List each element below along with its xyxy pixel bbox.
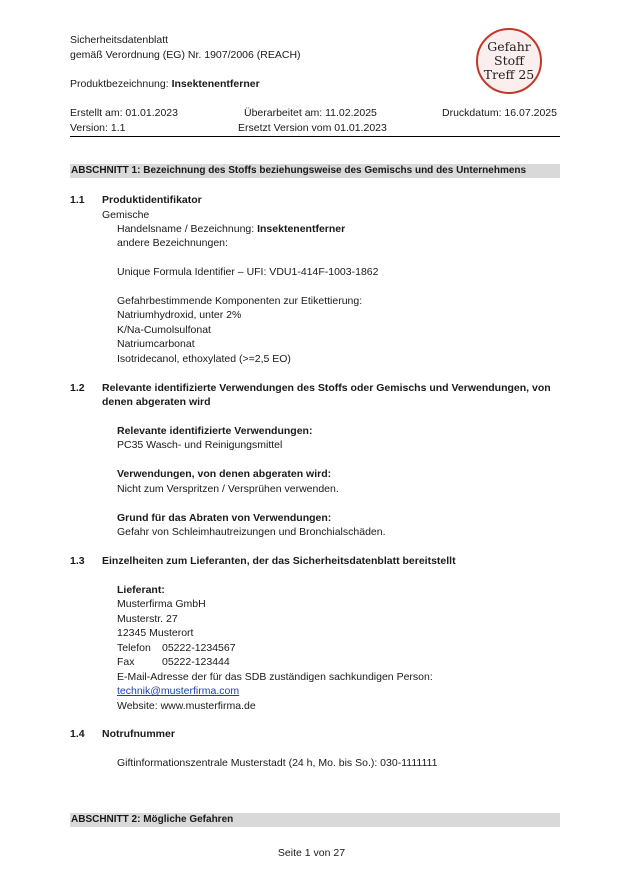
section-2-heading: ABSCHNITT 2: Mögliche Gefahren	[70, 813, 560, 827]
advised-against-label: Verwendungen, von denen abgeraten wird:	[117, 468, 332, 480]
phone-line	[117, 641, 236, 656]
street-address: Musterstr. 27	[117, 613, 178, 625]
component-item: Isotridecanol, ethoxylated (>=2,5 EO)	[117, 353, 291, 365]
identified-uses-label: Relevante identifizierte Verwendungen:	[117, 425, 313, 437]
logo-line-2: Stoff	[494, 53, 524, 68]
company-logo	[476, 28, 542, 94]
replaces-version: Ersetzt Version vom 01.01.2023	[238, 122, 387, 134]
other-names-label: andere Bezeichnungen:	[117, 237, 228, 249]
subsection-number-1-1: 1.1	[70, 194, 85, 206]
components-label: Gefahrbestimmende Komponenten zur Etikettierung:	[117, 295, 363, 307]
reason-label: Grund für das Abraten von Verwendungen:	[117, 512, 332, 524]
city-address: 12345 Musterort	[117, 627, 194, 639]
page-number: Seite 1 von 27	[277, 847, 346, 859]
email-link[interactable]: technik@musterfirma.com	[117, 685, 240, 697]
created-date: Erstellt am: 01.01.2023	[70, 107, 178, 119]
advised-against-value: Nicht zum Verspritzen / Versprühen verwenden.	[117, 483, 339, 495]
logo-line-1: Gefahr	[487, 39, 531, 54]
subsection-title-1-2-line-2: denen abgeraten wird	[102, 396, 211, 408]
phone-label: Telefon	[117, 642, 151, 654]
fax-line	[117, 655, 230, 670]
ufi-code: Unique Formula Identifier – UFI: VDU1-414F-1003-1862	[117, 266, 379, 278]
product-label: Produktbezeichnung:	[70, 78, 172, 90]
reason-value: Gefahr von Schleimhautreizungen und Bronchialschäden.	[117, 526, 386, 538]
fax-label: Fax	[117, 656, 135, 668]
phone-number: 05222-1234567	[162, 642, 236, 654]
component-item: K/Na-Cumolsulfonat	[117, 324, 211, 336]
component-item: Natriumhydroxid, unter 2%	[117, 309, 242, 321]
website: Website: www.musterfirma.de	[117, 700, 256, 712]
subsection-number-1-3: 1.3	[70, 555, 85, 567]
subsection-number-1-4: 1.4	[70, 728, 85, 740]
revised-date: Überarbeitet am: 11.02.2025	[244, 107, 377, 119]
regulation-reference: gemäß Verordnung (EG) Nr. 1907/2006 (REACH)	[70, 49, 301, 61]
component-item: Natriumcarbonat	[117, 338, 195, 350]
logo-line-3: Treff 25	[483, 67, 535, 82]
emergency-number: Giftinformationszentrale Musterstadt (24 h, Mo. bis So.): 030-1111111	[117, 757, 438, 769]
subsection-title-1-1: Produktidentifikator	[102, 194, 202, 206]
trade-name-label: Handelsname / Bezeichnung:	[117, 223, 258, 235]
company-name: Musterfirma GmbH	[117, 598, 206, 610]
subsection-title-1-4: Notrufnummer	[102, 728, 175, 740]
print-date: Druckdatum: 16.07.2025	[442, 107, 557, 119]
header-divider	[70, 136, 560, 137]
supplier-label: Lieferant:	[117, 584, 165, 596]
subsection-title-1-2-line-1: Relevante identifizierte Verwendungen des Stoffs oder Gemischs und Verwendungen, von	[102, 382, 551, 394]
subsection-number-1-2: 1.2	[70, 382, 85, 394]
trade-name: Insektenentferner	[257, 223, 346, 235]
product-name: Insektenentferner	[171, 78, 260, 90]
document-title: Sicherheitsdatenblatt	[70, 34, 169, 46]
trade-name-line	[117, 222, 345, 237]
version: Version: 1.1	[70, 122, 126, 134]
identified-uses-value: PC35 Wasch- und Reinigungsmittel	[117, 439, 283, 451]
product-designation	[70, 77, 260, 92]
subsection-title-1-3: Einzelheiten zum Lieferanten, der das Sicherheitsdatenblatt bereitstellt	[102, 555, 456, 567]
section-1-heading: ABSCHNITT 1: Bezeichnung des Stoffs beziehungsweise des Gemischs und des Unternehmens	[70, 164, 560, 178]
email-label: E-Mail-Adresse der für das SDB zuständigen sachkundigen Person:	[117, 671, 433, 683]
mixture-type: Gemische	[102, 209, 150, 221]
fax-number: 05222-123444	[162, 656, 230, 668]
